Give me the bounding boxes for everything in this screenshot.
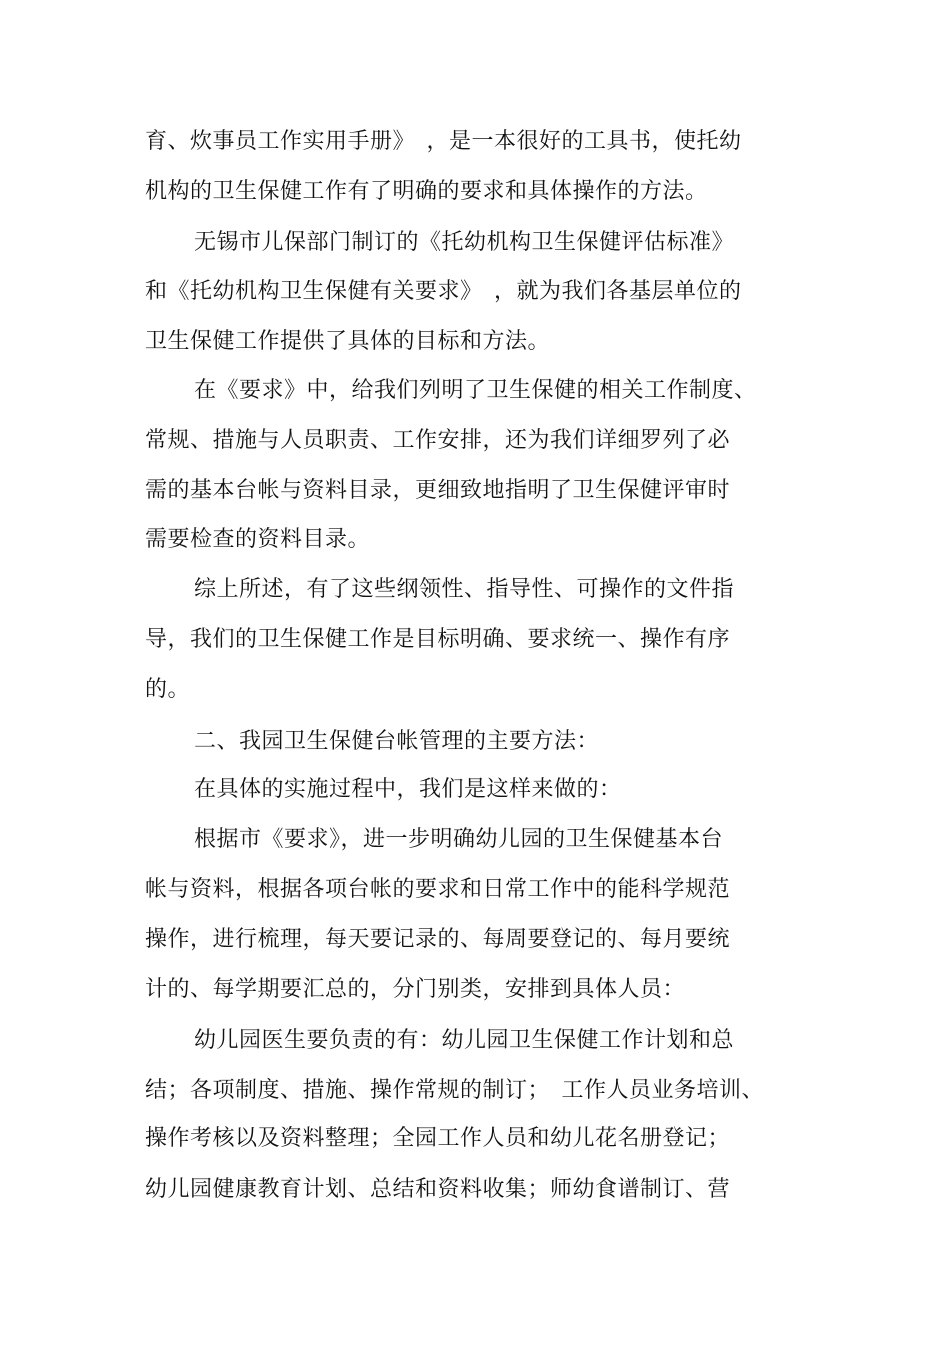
paragraph-first-line: 在《要求》中，给我们列明了卫生保健的相关工作制度、 xyxy=(194,378,757,403)
text-line: 机构的卫生保健工作有了明确的要求和具体操作的方法。 xyxy=(145,179,708,204)
text-line: 的。 xyxy=(145,677,191,702)
paragraph-first-line: 幼儿园医生要负责的有：幼儿园卫生保健工作计划和总 xyxy=(194,1028,735,1053)
text-line: 育、炊事员工作实用手册》 ，是一本很好的工具书，使托幼 xyxy=(145,129,742,154)
section-heading: 二、我园卫生保健台帐管理的主要方法： xyxy=(194,729,600,754)
text-line: 卫生保健工作提供了具体的目标和方法。 xyxy=(145,329,551,354)
text-line: 导，我们的卫生保健工作是目标明确、要求统一、操作有序 xyxy=(145,627,731,652)
text-line: 幼儿园健康教育计划、总结和资料收集；师幼食谱制订、营 xyxy=(145,1177,731,1202)
paragraph-first-line: 综上所述，有了这些纲领性、指导性、可操作的文件指 xyxy=(194,577,735,602)
text-line: 操作考核以及资料整理；全园工作人员和幼儿花名册登记； xyxy=(145,1126,731,1151)
paragraph-first-line: 无锡市儿保部门制订的《托幼机构卫生保健评估标准》 xyxy=(194,230,735,255)
text-line: 需要检查的资料目录。 xyxy=(145,527,371,552)
text-line: 帐与资料，根据各项台帐的要求和日常工作中的能科学规范 xyxy=(145,877,731,902)
paragraph-first-line: 在具体的实施过程中，我们是这样来做的： xyxy=(194,777,622,802)
text-line: 常规、措施与人员职责、工作安排，还为我们详细罗列了必 xyxy=(145,428,731,453)
text-line: 和《托幼机构卫生保健有关要求》 ，就为我们各基层单位的 xyxy=(145,279,742,304)
text-line: 结；各项制度、措施、操作常规的制订； 工作人员业务培训、 xyxy=(145,1078,765,1103)
text-line: 计的、每学期要汇总的，分门别类，安排到具体人员： xyxy=(145,977,686,1002)
text-line: 需的基本台帐与资料目录，更细致地指明了卫生保健评审时 xyxy=(145,478,731,503)
paragraph-first-line: 根据市《要求》，进一步明确幼儿园的卫生保健基本台 xyxy=(194,827,724,852)
text-line: 操作，进行梳理，每天要记录的、每周要登记的、每月要统 xyxy=(145,927,731,952)
